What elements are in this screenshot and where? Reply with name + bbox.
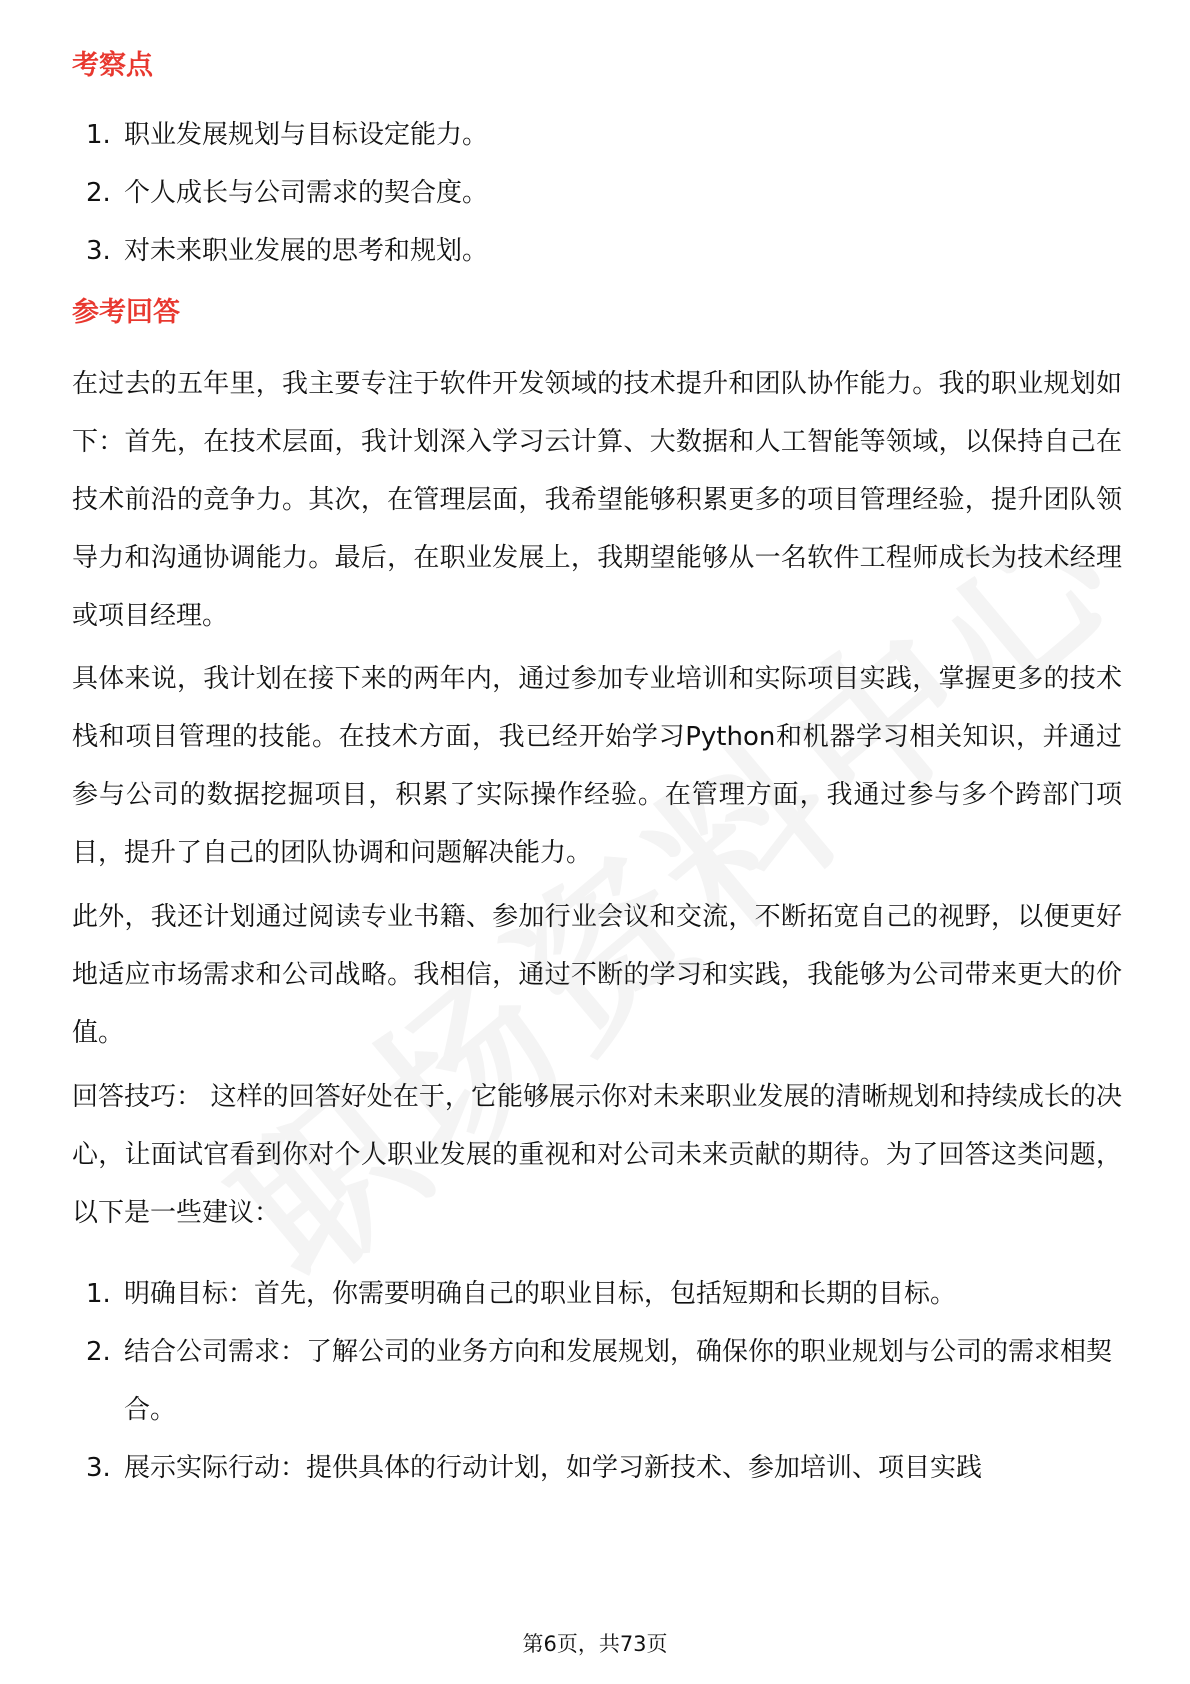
examination-points-list [72,106,1122,280]
list-item: 3. 展示实际行动：提供具体的行动计划，如学习新技术、参加培训、项目实践 [86,1453,983,1483]
list-item: 1. 职业发展规划与目标设定能力。 [86,120,489,150]
tips-list [72,1265,1122,1497]
answer-paragraph-2: 具体来说，我计划在接下来的两年内，通过参加专业培训和实际项目实践，掌握更多的技术栈和项目管理的技能。在技术方面，我已经开始学习Python和机器学习相关知识，并通过参与公司的数据挖掘项目，积累了实际操作经验。在管理方面，我通过参与多个跨部门项目，提升了自己的团队协调和问题解决能力。 [72,664,1122,868]
section-title-examination-points: 考察点 [72,50,153,81]
list-item: 3. 对未来职业发展的思考和规划。 [86,236,489,266]
answer-tips-intro: 回答技巧： 这样的回答好处在于，它能够展示你对未来职业发展的清晰规划和持续成长的决心，让面试官看到你对个人职业发展的重视和对公司未来贡献的期待。为了回答这类问题，以下是一些建议： [72,1082,1122,1228]
list-item: 1. 明确目标：首先，你需要明确自己的职业目标，包括短期和长期的目标。 [86,1279,957,1309]
answer-paragraph-3: 此外，我还计划通过阅读专业书籍、参加行业会议和交流，不断拓宽自己的视野，以便更好地适应市场需求和公司战略。我相信，通过不断的学习和实践，我能够为公司带来更大的价值。 [72,902,1122,1048]
list-item: 2. 结合公司需求：了解公司的业务方向和发展规划，确保你的职业规划与公司的需求相契合。 [86,1337,1113,1425]
page-number-footer: 第6页，共73页 [522,1632,668,1656]
answer-paragraph-1: 在过去的五年里，我主要专注于软件开发领域的技术提升和团队协作能力。我的职业规划如下：首先，在技术层面，我计划深入学习云计算、大数据和人工智能等领域，以保持自己在技术前沿的竞争力。其次，在管理层面，我希望能够积累更多的项目管理经验，提升团队领导力和沟通协调能力。最后，在职业发展上，我期望能够从一名软件工程师成长为技术经理或项目经理。 [72,369,1122,631]
section-title-reference-answer: 参考回答 [72,297,180,328]
list-item: 2. 个人成长与公司需求的契合度。 [86,178,489,208]
